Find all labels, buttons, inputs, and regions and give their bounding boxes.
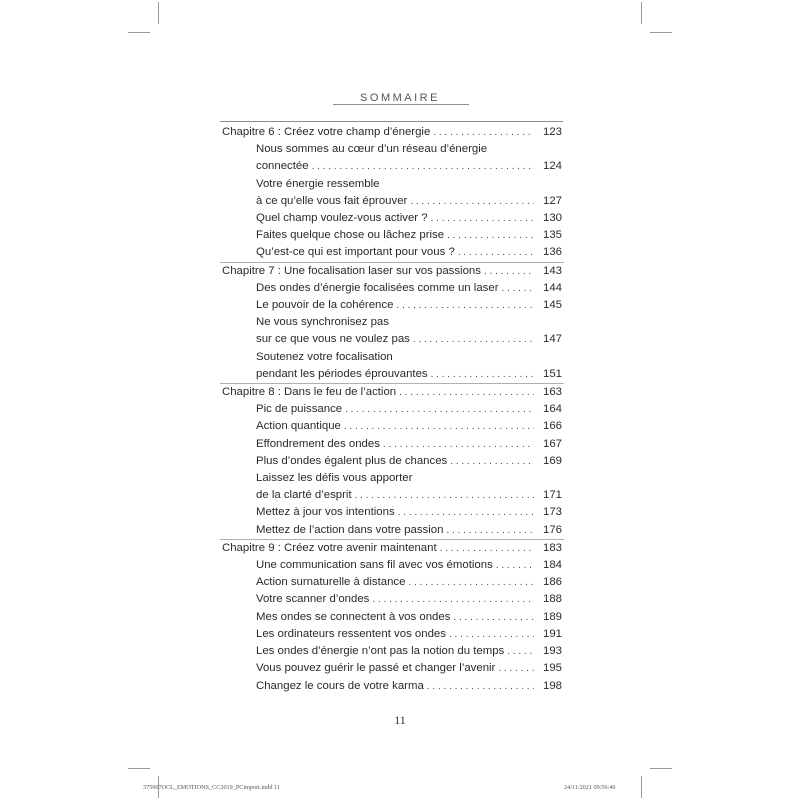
toc-page-number: 183 — [542, 541, 562, 554]
toc-section-entry[interactable] — [222, 314, 562, 348]
toc-section-entry[interactable] — [222, 643, 562, 660]
toc-entry-title: Les ondes d’énergie n’ont pas la notion du temps — [256, 645, 505, 658]
toc-chapter-entry[interactable] — [222, 540, 562, 557]
toc-entry-title: Faites quelque chose ou lâchez prise — [256, 229, 445, 242]
dot-leader — [433, 124, 534, 141]
toc-section-entry[interactable] — [222, 401, 562, 418]
toc-entry-title: Mes ondes se connectent à vos ondes — [256, 610, 451, 623]
toc-page-number: 189 — [542, 610, 562, 623]
toc-page-number: 127 — [542, 194, 562, 207]
toc-page-number: 144 — [542, 281, 562, 294]
toc-entry-title: sur ce que vous ne voulez pas — [256, 333, 410, 346]
toc-section-entry[interactable] — [222, 436, 562, 453]
toc-entry-title: connectée — [256, 160, 309, 173]
dot-leader — [410, 193, 534, 210]
dot-leader — [450, 453, 534, 470]
toc-page-number: 145 — [542, 299, 562, 312]
toc-section-entry[interactable] — [222, 591, 562, 608]
page-title: SOMMAIRE — [360, 92, 440, 104]
crop-mark — [128, 768, 150, 769]
toc-section-entry[interactable] — [222, 244, 562, 261]
toc-section-entry[interactable] — [222, 470, 562, 504]
toc-page-number: 198 — [542, 679, 562, 692]
dot-leader — [398, 504, 534, 521]
toc-entry-title: Nous sommes au cœur d’un réseau d’énergie — [256, 143, 488, 156]
toc-section-entry[interactable] — [222, 453, 562, 470]
crop-mark — [128, 32, 150, 33]
table-of-contents — [222, 124, 562, 695]
toc-entry-title: Le pouvoir de la cohérence — [256, 299, 394, 312]
dot-leader — [484, 263, 534, 280]
dot-leader — [449, 626, 534, 643]
toc-entry-title: à ce qu’elle vous fait éprouver — [256, 194, 408, 207]
toc-entry-title: Quel champ voulez-vous activer ? — [256, 212, 428, 225]
toc-chapter-entry[interactable] — [222, 124, 562, 141]
dot-leader — [413, 331, 534, 348]
toc-page-number: 136 — [542, 246, 562, 259]
dot-leader — [447, 227, 534, 244]
footer-file-name: 375967OCL_EMOTIONS_CC2019_PCimport.indd 11 — [143, 784, 280, 791]
toc-entry-title: Chapitre 9 : Créez votre avenir maintenant — [222, 541, 437, 554]
toc-section-entry[interactable] — [222, 210, 562, 227]
divider — [220, 121, 563, 122]
dot-leader — [507, 643, 534, 660]
toc-page-number: 171 — [542, 489, 562, 502]
toc-entry-title: Votre énergie ressemble — [256, 177, 380, 190]
toc-page-number: 130 — [542, 212, 562, 225]
dot-leader — [408, 574, 534, 591]
dot-leader — [496, 557, 534, 574]
toc-entry-title: Action surnaturelle à distance — [256, 576, 406, 589]
dot-leader — [431, 366, 534, 383]
toc-section-entry[interactable] — [222, 678, 562, 695]
toc-entry-title: Qu’est-ce qui est important pour vous ? — [256, 246, 455, 259]
toc-section-entry[interactable] — [222, 557, 562, 574]
header-rule — [333, 104, 469, 105]
crop-mark — [650, 32, 672, 33]
toc-entry-title: Chapitre 8 : Dans le feu de l’action — [222, 386, 397, 399]
toc-page-number: 188 — [542, 593, 562, 606]
toc-section-entry[interactable] — [222, 141, 562, 175]
dot-leader — [502, 280, 535, 297]
dot-leader — [446, 522, 534, 539]
toc-entry-title: Soutenez votre focalisation — [256, 350, 393, 363]
toc-entry-title: Mettez à jour vos intentions — [256, 506, 395, 519]
dot-leader — [498, 660, 534, 677]
toc-entry-title: Les ordinateurs ressentent vos ondes — [256, 627, 446, 640]
toc-entry-title: Pic de puissance — [256, 403, 343, 416]
toc-entry-title: Des ondes d’énergie focalisées comme un laser — [256, 281, 499, 294]
dot-leader — [453, 609, 534, 626]
dot-leader — [427, 678, 534, 695]
toc-section-entry[interactable] — [222, 297, 562, 314]
crop-mark — [158, 2, 159, 24]
toc-section-entry[interactable] — [222, 227, 562, 244]
toc-entry-title: pendant les périodes éprouvantes — [256, 367, 428, 380]
toc-section-entry[interactable] — [222, 349, 562, 383]
toc-section-entry[interactable] — [222, 609, 562, 626]
toc-page-number: 147 — [542, 333, 562, 346]
page-number: 11 — [394, 713, 406, 727]
toc-chapter-entry[interactable] — [222, 263, 562, 280]
toc-entry-title: Action quantique — [256, 420, 341, 433]
toc-page-number: 166 — [542, 420, 562, 433]
crop-mark — [641, 776, 642, 798]
dot-leader — [345, 401, 534, 418]
toc-entry-title: Effondrement des ondes — [256, 437, 380, 450]
toc-page-number: 167 — [542, 437, 562, 450]
toc-page-number: 176 — [542, 523, 562, 536]
toc-chapter-entry[interactable] — [222, 384, 562, 401]
dot-leader — [458, 244, 534, 261]
toc-page-number: 169 — [542, 454, 562, 467]
toc-page-number: 173 — [542, 506, 562, 519]
toc-entry-title: Votre scanner d’ondes — [256, 593, 370, 606]
toc-entry-title: de la clarté d’esprit — [256, 489, 352, 502]
dot-leader — [312, 158, 534, 175]
toc-page-number: 124 — [542, 160, 562, 173]
toc-section-entry[interactable] — [222, 660, 562, 677]
toc-section-entry[interactable] — [222, 574, 562, 591]
dot-leader — [383, 436, 534, 453]
toc-page-number: 164 — [542, 403, 562, 416]
toc-entry-title: Mettez de l’action dans votre passion — [256, 523, 444, 536]
dot-leader — [396, 297, 534, 314]
toc-entry-title: Changez le cours de votre karma — [256, 679, 424, 692]
toc-section-entry[interactable] — [222, 626, 562, 643]
dot-leader — [372, 591, 534, 608]
toc-page-number: 151 — [542, 367, 562, 380]
dot-leader — [431, 210, 534, 227]
dot-leader — [355, 487, 534, 504]
toc-page-number: 186 — [542, 576, 562, 589]
toc-page-number: 123 — [542, 126, 562, 138]
toc-page-number: 191 — [542, 627, 562, 640]
toc-page-number: 135 — [542, 229, 562, 242]
toc-entry-title: Plus d’ondes égalent plus de chances — [256, 454, 448, 467]
dot-leader — [440, 540, 534, 557]
toc-section-entry[interactable] — [222, 522, 562, 539]
toc-entry-title: Chapitre 7 : Une focalisation laser sur vos passions — [222, 264, 481, 277]
dot-leader — [344, 418, 534, 435]
toc-section-entry[interactable] — [222, 176, 562, 210]
toc-page-number: 143 — [542, 264, 562, 277]
toc-entry-title: Laissez les défis vous apporter — [256, 472, 413, 485]
toc-page-number: 195 — [542, 662, 562, 675]
toc-entry-title: Ne vous synchronisez pas — [256, 316, 389, 329]
toc-entry-title: Chapitre 6 : Créez votre champ d’énergie — [222, 126, 431, 138]
crop-mark — [650, 768, 672, 769]
toc-section-entry[interactable] — [222, 418, 562, 435]
toc-section-entry[interactable] — [222, 280, 562, 297]
toc-page-number: 193 — [542, 645, 562, 658]
toc-section-entry[interactable] — [222, 504, 562, 521]
toc-entry-title: Une communication sans fil avec vos émotions — [256, 559, 493, 572]
crop-mark — [641, 2, 642, 24]
toc-page-number: 163 — [542, 386, 562, 399]
toc-entry-title: Vous pouvez guérir le passé et changer l’avenir — [256, 662, 496, 675]
dot-leader — [399, 384, 534, 401]
footer-timestamp: 24/11/2021 09:56:40 — [564, 784, 616, 791]
toc-page-number: 184 — [542, 559, 562, 572]
